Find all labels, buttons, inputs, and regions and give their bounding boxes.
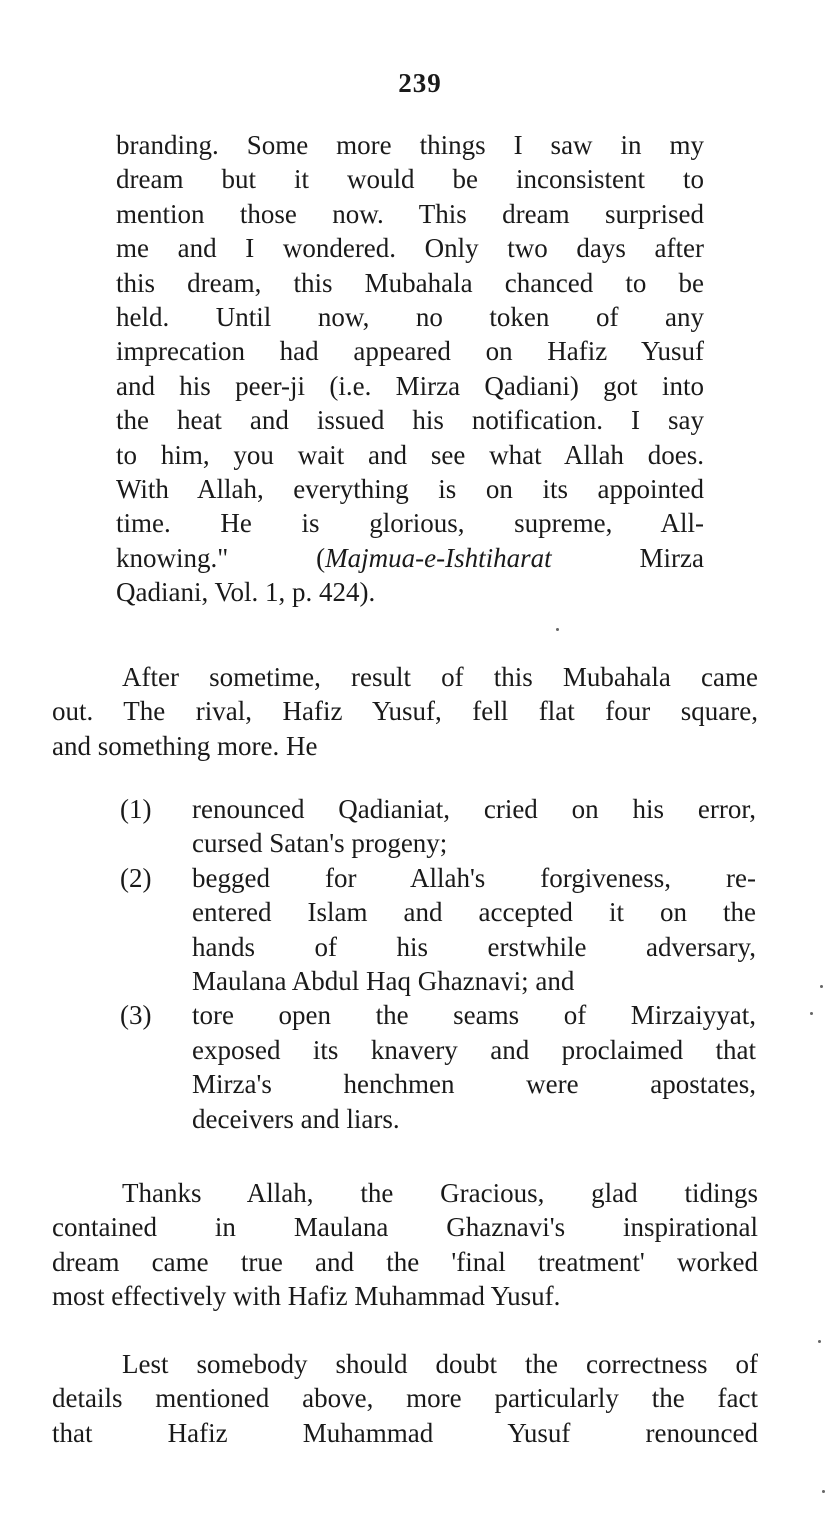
text-line: and his peer-ji (i.e. Mirza Qadiani) got into: [116, 370, 704, 401]
text-line: mention those now. This dream surprised: [116, 198, 704, 229]
text-line: deceivers and liars.: [192, 1103, 400, 1134]
text-line: this dream, this Mubahala chanced to be: [116, 267, 704, 298]
text-line: held. Until now, no token of any: [116, 302, 704, 333]
dream-quote-paragraph: [116, 128, 704, 610]
scan-speck: [818, 1340, 821, 1343]
text-line: contained in Maulana Ghaznavi's inspirational: [52, 1212, 758, 1243]
text-line: me and I wondered. Only two days after: [116, 233, 704, 264]
citation-prefix: knowing." (: [116, 542, 326, 573]
text-line: and something more. He: [52, 730, 318, 761]
text-line: dream came true and the 'final treatment' worked: [52, 1246, 758, 1277]
text-line: After sometime, result of this Mubahala came: [122, 662, 758, 692]
text-line: begged for Allah's forgiveness, re-: [192, 862, 756, 893]
text-line: exposed its knavery and proclaimed that: [192, 1034, 756, 1065]
list-number: (3): [120, 1000, 152, 1031]
text-line: Lest somebody should doubt the correctness of: [122, 1349, 758, 1379]
text-line: Thanks Allah, the Gracious, glad tidings: [122, 1178, 758, 1208]
citation-author: Mirza: [551, 542, 705, 573]
thanks-paragraph: [52, 1176, 758, 1314]
citation-title: Majmua-e-Ishtiharat: [325, 542, 552, 573]
closing-paragraph: [52, 1347, 758, 1450]
scan-speck: [820, 985, 823, 988]
text-line: out. The rival, Hafiz Yusuf, fell flat four square,: [52, 696, 758, 727]
list-item: [120, 998, 756, 1136]
list-number: (1): [120, 794, 152, 824]
text-line: entered Islam and accepted it on the: [192, 897, 756, 928]
page-number: 239: [398, 68, 442, 98]
text-line: dream but it would be inconsistent to: [116, 164, 704, 195]
list-item: [120, 792, 756, 861]
text-line: the heat and issued his notification. I say: [116, 405, 704, 436]
scan-speck: [822, 1490, 825, 1493]
text-line: imprecation had appeared on Hafiz Yusuf: [116, 336, 704, 367]
text-line: tore open the seams of Mirzaiyyat,: [192, 1000, 756, 1031]
text-line: that Hafiz Muhammad Yusuf renounced: [52, 1417, 758, 1448]
text-line: most effectively with Hafiz Muhammad Yusuf.: [52, 1281, 561, 1312]
text-line: Qadiani, Vol. 1, p. 424).: [116, 577, 376, 608]
text-line: Mirza's henchmen were apostates,: [192, 1069, 756, 1100]
numbered-list: [120, 792, 756, 1136]
text-line: renounced Qadianiat, cried on his error,: [192, 794, 756, 824]
text-line: Maulana Abdul Haq Ghaznavi; and: [192, 966, 575, 997]
text-line: time. He is glorious, supreme, All-: [116, 508, 704, 539]
scan-speck: [556, 628, 559, 631]
text-line: to him, you wait and see what Allah does.: [116, 439, 704, 470]
text-line: hands of his erstwhile adversary,: [192, 931, 756, 962]
text-line: details mentioned above, more particularly the fact: [52, 1383, 758, 1414]
text-line: branding. Some more things I saw in my: [116, 130, 704, 160]
text-line: With Allah, everything is on its appointed: [116, 474, 704, 505]
text-line: cursed Satan's progeny;: [192, 828, 448, 859]
scan-speck: [810, 1012, 813, 1015]
text-line-citation: [116, 541, 704, 575]
list-number: (2): [120, 862, 152, 893]
result-paragraph: [52, 660, 758, 763]
list-item: [120, 861, 756, 999]
